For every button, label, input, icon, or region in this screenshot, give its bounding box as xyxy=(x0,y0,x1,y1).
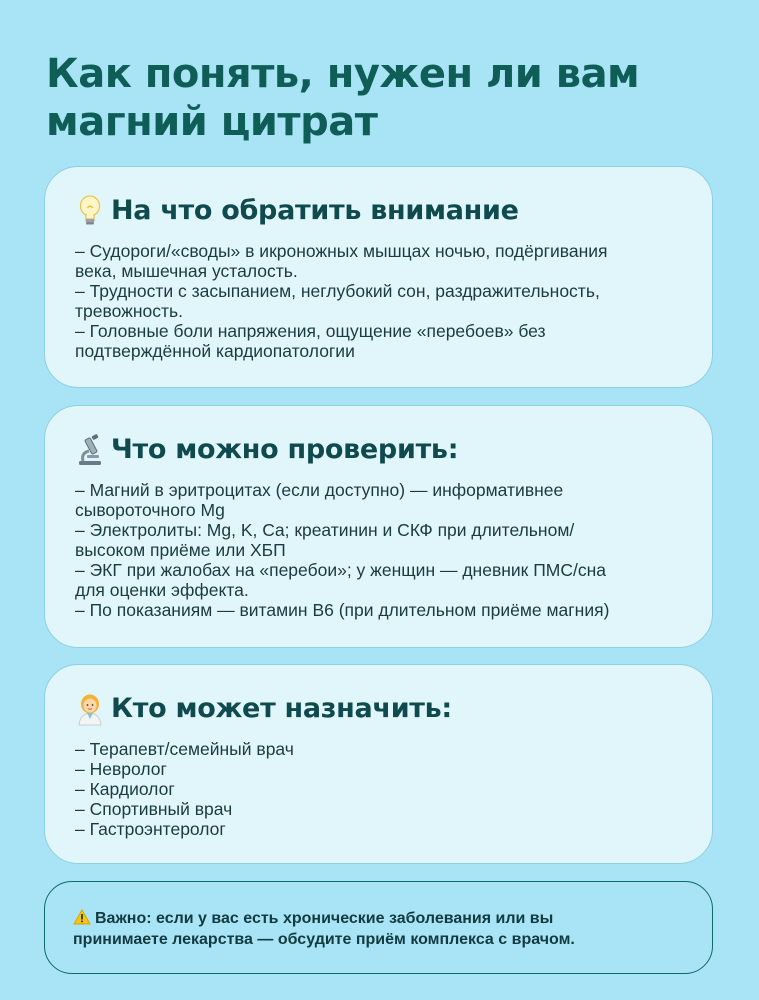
card-line: – Кардиолог xyxy=(75,779,175,799)
card-body xyxy=(75,241,684,361)
important-note xyxy=(44,881,713,974)
card-heading: На что обратить внимание xyxy=(111,195,519,226)
card-line: – Трудности с засыпанием, неглубокий сон, раздражительность, xyxy=(75,281,600,301)
card-line: высоком приёме или ХБП xyxy=(75,540,286,560)
card-header xyxy=(75,432,684,468)
attention-card xyxy=(44,166,713,388)
note-line: принимаете лекарства — обсудите приём комплекса с врачом. xyxy=(73,931,575,948)
health-worker-icon xyxy=(75,692,105,726)
card-line: – По показаниям — витамин B6 (при длительном приёме магния) xyxy=(75,600,610,620)
card-line: – Невролог xyxy=(75,759,167,779)
page-title-line: Как понять, нужен ли вам xyxy=(46,51,640,97)
who-card xyxy=(44,664,713,864)
card-line: для оценки эффекта. xyxy=(75,580,249,600)
card-body xyxy=(75,739,684,839)
card-line: – Электролиты: Mg, K, Ca; креатинин и СКФ при длительном/ xyxy=(75,520,575,540)
page-title-line: магний цитрат xyxy=(46,99,378,145)
card-header xyxy=(75,691,684,727)
card-line: – Судороги/«своды» в икроножных мышцах ночью, подёргивания xyxy=(75,241,608,261)
card-line: – Терапевт/семейный врач xyxy=(75,739,294,759)
card-body xyxy=(75,480,684,620)
warning-icon xyxy=(73,909,91,925)
card-line: – Спортивный врач xyxy=(75,799,233,819)
card-line: – Головные боли напряжения, ощущение «перебоев» без xyxy=(75,321,546,341)
card-line: – Гастроэнтеролог xyxy=(75,819,226,839)
card-line: подтверждённой кардиопатологии xyxy=(75,341,355,361)
check-card xyxy=(44,405,713,648)
card-heading: Кто может назначить: xyxy=(111,693,452,724)
card-line: сывороточного Mg xyxy=(75,500,225,520)
card-line: – ЭКГ при жалобах на «перебои»; у женщин — дневник ПМС/сна xyxy=(75,560,606,580)
page-title xyxy=(46,50,726,146)
card-line: века, мышечная усталость. xyxy=(75,261,298,281)
card-line: тревожность. xyxy=(75,301,183,321)
note-text: Важно: если у вас есть хронические заболевания или вы xyxy=(95,910,554,927)
card-header xyxy=(75,193,684,229)
note-line xyxy=(73,908,684,929)
microscope-icon xyxy=(75,433,105,467)
light-bulb-icon xyxy=(75,194,105,228)
card-heading: Что можно проверить: xyxy=(111,434,459,465)
card-line: – Магний в эритроцитах (если доступно) — информативнее xyxy=(75,480,564,500)
